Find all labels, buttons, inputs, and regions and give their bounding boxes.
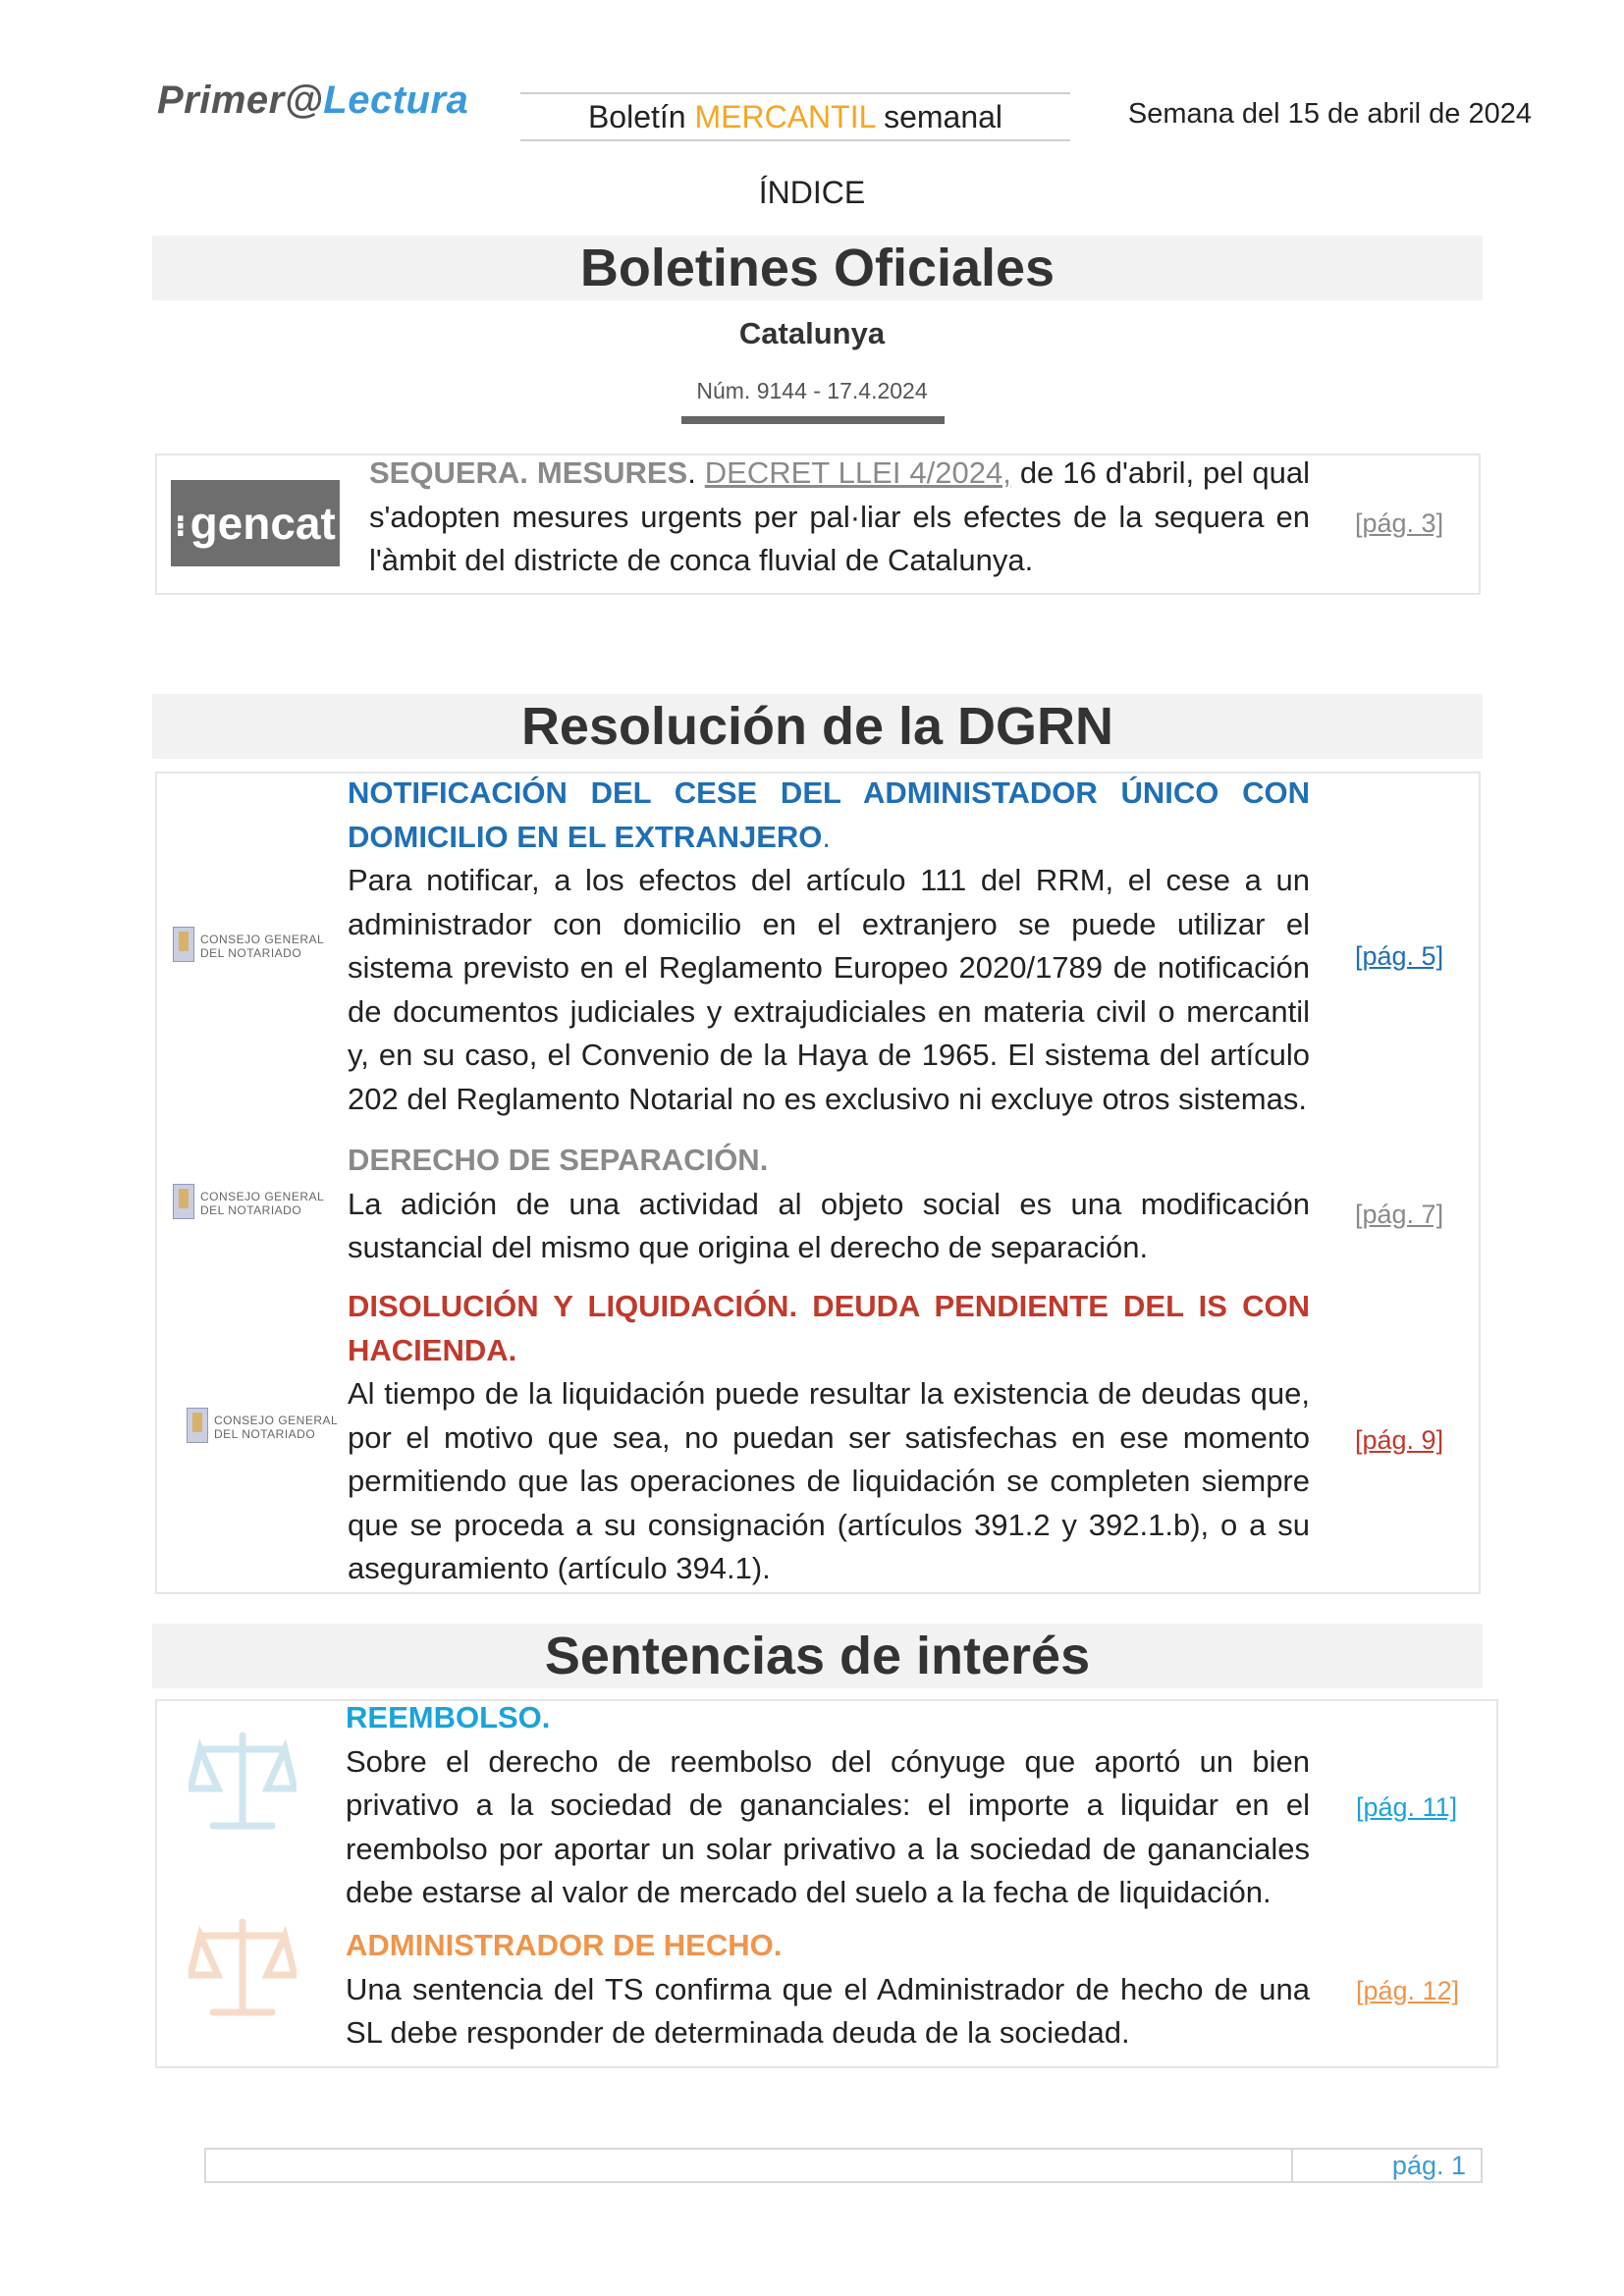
region-heading: Catalunya [738,316,886,350]
page-link-3[interactable]: [pág. 3] [1355,508,1444,538]
notariado-logo: CONSEJO GENERAL DEL NOTARIADO [173,1170,281,1229]
page-link-5[interactable]: [pág. 5] [1355,941,1444,971]
notariado-shield-icon [173,927,194,962]
dgrn-entry-separacion [348,1139,1310,1270]
entry-text: La adición de una actividad al objeto social es una modificación sustancial del mismo que origina el derecho de separación. [348,1186,1310,1264]
section-title-sentencias: Sentencias de interés [152,1624,1483,1688]
sequera-entry [369,452,1310,583]
sequera-sep: . [687,455,705,490]
section-title-boletines: Boletines Oficiales [152,236,1483,300]
primer-lectura-logo [157,79,468,123]
sentencia-entry-administrador [346,1924,1310,2056]
section-title-dgrn: Resolución de la DGRN [152,694,1483,759]
index-heading: ÍNDICE [758,175,866,210]
entry-title: DISOLUCIÓN Y LIQUIDACIÓN. DEUDA PENDIENTE DEL IS CON HACIENDA. [348,1289,1310,1367]
notariado-shield-icon [187,1408,208,1443]
notariado-logo: CONSEJO GENERAL DEL NOTARIADO [187,1394,295,1453]
logo-primer: Primer [157,79,285,122]
scales-of-justice-icon [189,1914,297,2022]
entry-title: NOTIFICACIÓN DEL CESE DEL ADMINISTADOR ÚNICO CON DOMICILIO EN EL EXTRANJERO [348,775,1310,854]
bulletin-highlight: MERCANTIL [694,99,876,134]
sentencia-entry-reembolso [346,1696,1310,1915]
notariado-logo: CONSEJO GENERAL DEL NOTARIADO [173,913,281,972]
dgrn-entry-notificacion: NOTIFICACIÓN DEL CESE DEL ADMINISTADOR ÚNICO CON DOMICILIO EN EL EXTRANJERO. Para notificar, a los efectos del artículo 111 del RRM, el cese a un administrador con domicilio en el extranjero se puede utilizar el sistema previsto en el Reglamento Europeo 2020/1789 de notificación de documentos judiciales y extrajudiciales en materia civil o mercantil y, en su caso, el Convenio de la Haya de 1965. El sistema del artículo 202 del Reglamento Notarial no es exclusivo ni excluye otros sistemas. [348,775,1310,1116]
gencat-logo-text: gencat [189,498,336,549]
gencat-mark-icon: ⁝ [175,509,187,543]
sequera-title: SEQUERA. MESURES [369,455,688,490]
entry-title: ADMINISTRADOR DE HECHO. [346,1928,783,1962]
bulletin-prefix: Boletín [587,99,695,134]
number-underline [681,416,945,424]
bulletin-suffix: semanal [875,99,1003,134]
bulletin-number: Núm. 9144 - 17.4.2024 [696,378,928,403]
week-date: Semana del 15 de abril de 2024 [1127,98,1532,130]
entry-text: Sobre el derecho de reembolso del cónyuge que aportó un bien privativo a la sociedad de gananciales: el importe a liquidar en el reembolso por aportar un solar privativo a la sociedad de gananciales debe estarse al valor de mercado del suelo a la fecha de liquidación. [346,1743,1310,1909]
page-link-9[interactable]: [pág. 9] [1355,1425,1444,1455]
decret-link[interactable]: DECRET LLEI 4/2024, [704,455,1011,490]
footer-page-number: pág. 1 [1391,2151,1466,2180]
logo-lectura: Lectura [323,79,469,122]
entry-text: Al tiempo de la liquidación puede resultar la existencia de deudas que, por el motivo que sea, no puedan ser satisfechas en ese momento permitiendo que las operaciones de liquidación se completen siempre que se proceda a su consignación (artículos 391.2 y 392.1.b), o a su aseguramiento (artículo 394.1). [348,1376,1310,1585]
page-link-7[interactable]: [pág. 7] [1355,1200,1444,1229]
sequera-text: de 16 d'abril, pel qual s'adopten mesures urgents per pal·liar els efectes de la sequera en l'àmbit del districte de conca fluvial de Catalunya. [369,455,1310,577]
entry-text: Para notificar, a los efectos del artículo 111 del RRM, el cese a un administrador con domicilio en el extranjero se puede utilizar el sistema previsto en el Reglamento Europeo 2020/1789 de notificación de documentos judiciales y extrajudiciales en materia civil o mercantil y, en su caso, el Convenio de la Haya de 1965. El sistema del artículo 202 del Reglamento Notarial no es exclusivo ni excluye otros sistemas. [348,863,1310,1116]
notariado-shield-icon [173,1184,194,1219]
gencat-logo [171,480,340,566]
dgrn-entry-disolucion [348,1285,1310,1591]
page-link-12[interactable]: [pág. 12] [1356,1976,1460,2005]
page-link-11[interactable]: [pág. 11] [1356,1792,1458,1822]
logo-at: @ [284,79,324,122]
entry-title: DERECHO DE SEPARACIÓN. [348,1143,769,1177]
entry-title: REEMBOLSO. [346,1700,551,1735]
entry-text: Una sentencia del TS confirma que el Administrador de hecho de una SL debe responder de determinada deuda de la sociedad. [346,1971,1310,2050]
page-footer [204,2148,1483,2183]
bulletin-title [520,92,1070,141]
scales-of-justice-icon [189,1728,297,1836]
